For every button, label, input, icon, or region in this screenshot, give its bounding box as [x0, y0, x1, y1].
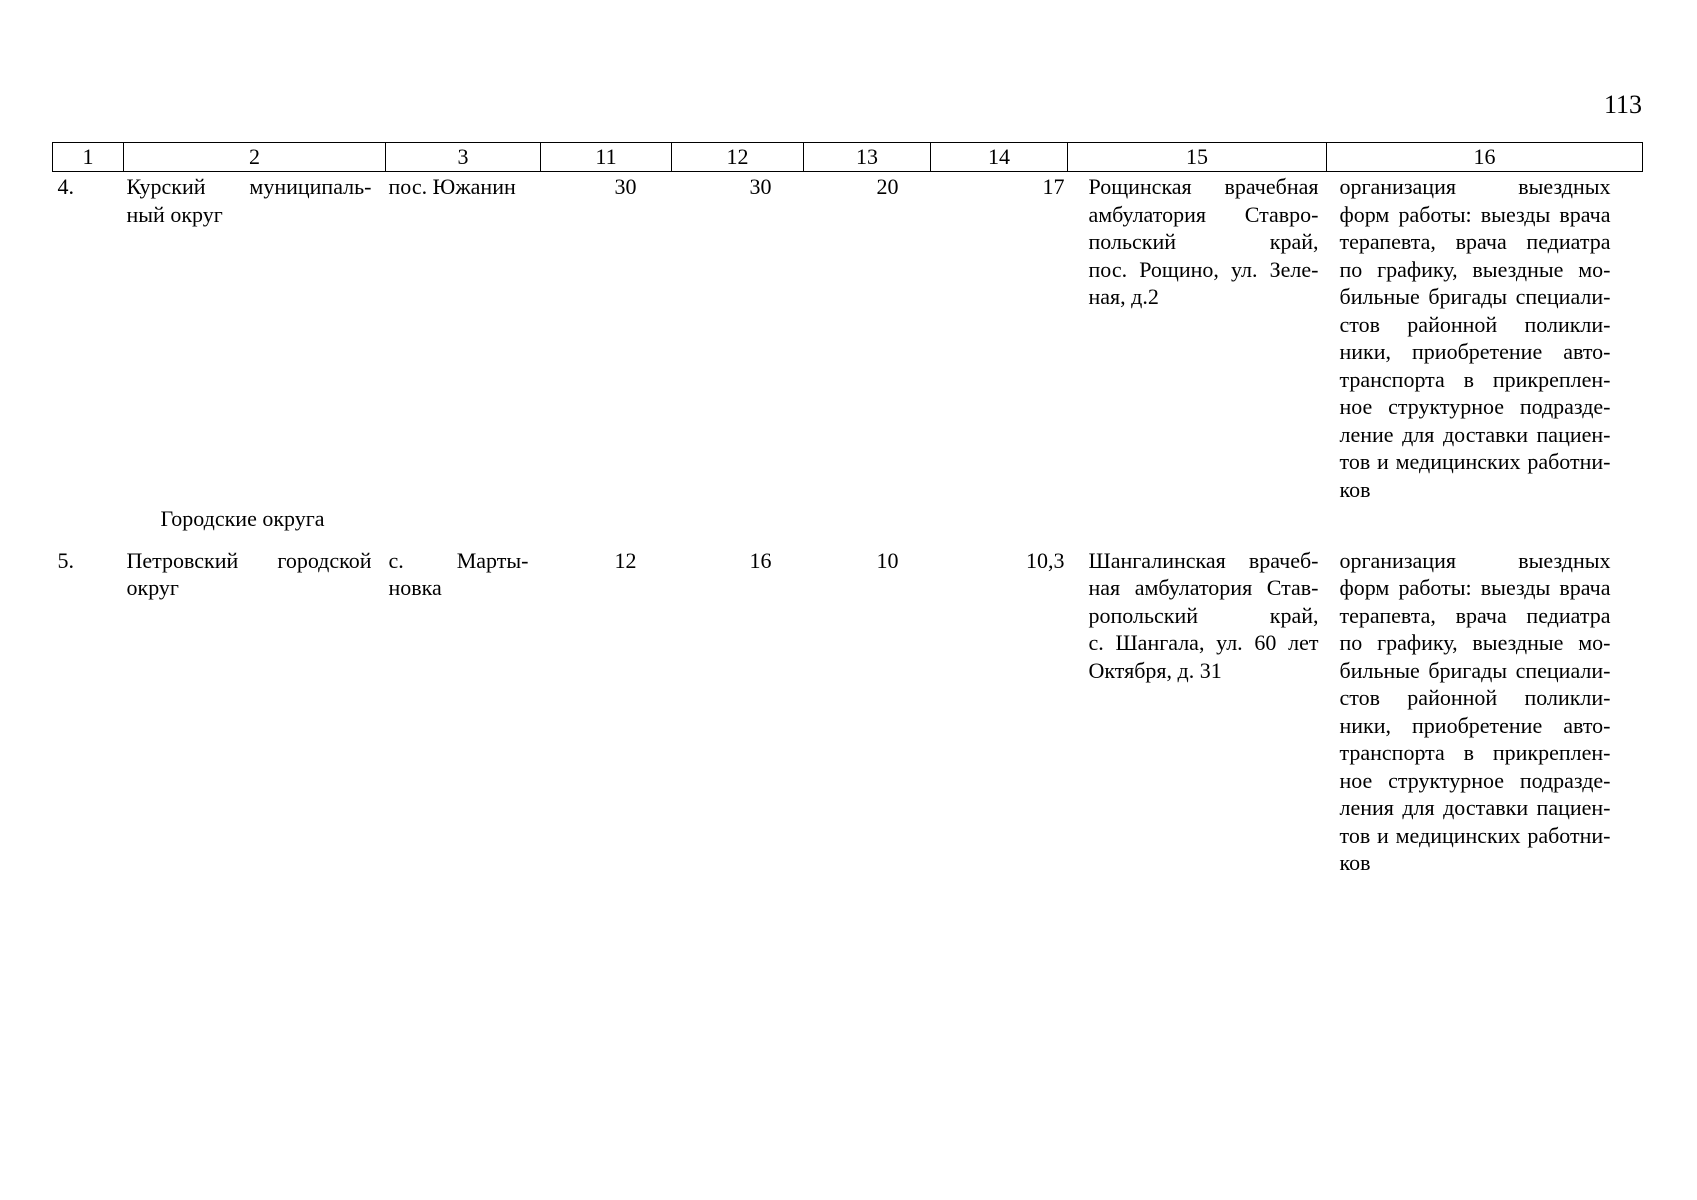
facility-line: амбулатория Ставро- [1088, 201, 1319, 227]
measures-line: ков [1339, 850, 1371, 875]
measures-line: терапевта, врача педиатра [1339, 602, 1611, 628]
measures-line: терапевта, врача педиатра [1339, 229, 1611, 254]
value-col-11: 12 [614, 547, 637, 573]
facility-address [1068, 172, 1327, 504]
value-col-12: 30 [749, 174, 772, 199]
table-row [53, 547, 1643, 877]
value-col-14: 17 [1042, 174, 1065, 199]
district-name-line: Петровский городской [126, 547, 372, 573]
value-col-13: 10 [876, 547, 899, 573]
facility-line: с. Шангала, ул. 60 лет [1088, 630, 1319, 655]
measures-text [1327, 547, 1643, 877]
facility-line: ная, д.2 [1088, 284, 1159, 309]
facility-address [1068, 547, 1327, 877]
measures-line: транспорта в прикреплен- [1339, 366, 1611, 392]
section-row [53, 503, 1643, 547]
header-col-1: 1 [53, 143, 124, 172]
table-body [53, 172, 1643, 877]
settlement-name [386, 547, 541, 877]
header-col-16: 16 [1327, 143, 1643, 172]
measures-line: тов и медицинских работни- [1339, 822, 1611, 848]
measures-line: организация выездных [1339, 174, 1611, 199]
header-col-13: 13 [804, 143, 931, 172]
measures-line: ков [1339, 476, 1371, 502]
data-table [52, 142, 1643, 877]
facility-line: Рощинская врачебная [1088, 174, 1319, 199]
table-row [53, 172, 1643, 504]
measures-line: по графику, выездные мо- [1339, 256, 1611, 282]
settlement-line: пос. Южанин [388, 174, 516, 199]
header-col-12: 12 [672, 143, 804, 172]
measures-line: ники, приобретение авто- [1339, 712, 1611, 738]
value-col-14: 10,3 [1026, 547, 1065, 573]
header-row [53, 143, 1643, 172]
measures-line: бильные бригады специали- [1339, 284, 1611, 309]
measures-line: ное структурное подразде- [1339, 767, 1611, 793]
facility-line: ная амбулатория Став- [1088, 575, 1319, 600]
settlement-line: новка [388, 575, 442, 600]
facility-line: пос. Рощино, ул. Зеле- [1088, 256, 1319, 282]
header-col-14: 14 [931, 143, 1068, 172]
header-col-3: 3 [386, 143, 541, 172]
facility-line: польский край, [1088, 229, 1319, 254]
header-col-11: 11 [541, 143, 672, 172]
measures-line: ное структурное подразде- [1339, 394, 1611, 419]
measures-line: форм работы: выезды врача [1339, 575, 1611, 600]
measures-line: ники, приобретение авто- [1339, 339, 1611, 364]
measures-text [1327, 172, 1643, 504]
value-col-11: 30 [614, 174, 637, 199]
section-heading: Городские округа [160, 506, 325, 531]
value-col-12: 16 [749, 547, 772, 573]
measures-line: стов районной поликли- [1339, 685, 1611, 710]
measures-line: транспорта в прикреплен- [1339, 740, 1611, 765]
facility-line: Шангалинская врачеб- [1088, 547, 1319, 573]
district-name [124, 547, 386, 877]
measures-line: ление для доставки пациен- [1339, 421, 1611, 447]
header-col-15: 15 [1068, 143, 1327, 172]
measures-line: стов районной поликли- [1339, 311, 1611, 337]
measures-line: тов и медицинских работни- [1339, 449, 1611, 474]
facility-line: Октября, д. 31 [1088, 657, 1222, 683]
district-name-line: Курский муниципаль- [126, 174, 372, 199]
page-number: 113 [1603, 90, 1642, 119]
measures-line: форм работы: выезды врача [1339, 201, 1611, 227]
measures-line: организация выездных [1339, 547, 1611, 573]
row-index: 4. [57, 174, 74, 199]
district-name [124, 172, 386, 504]
header-col-2: 2 [124, 143, 386, 172]
settlement-line: с. Марты- [388, 547, 529, 573]
settlement-name [386, 172, 541, 504]
measures-line: по графику, выездные мо- [1339, 630, 1611, 655]
value-col-13: 20 [876, 174, 899, 199]
measures-line: ления для доставки пациен- [1339, 795, 1611, 820]
district-name-line: ный округ [126, 201, 223, 227]
facility-line: ропольский край, [1088, 602, 1319, 628]
table-header [53, 143, 1643, 172]
measures-line: бильные бригады специали- [1339, 657, 1611, 683]
district-name-line: округ [126, 575, 179, 600]
row-index: 5. [57, 547, 74, 573]
